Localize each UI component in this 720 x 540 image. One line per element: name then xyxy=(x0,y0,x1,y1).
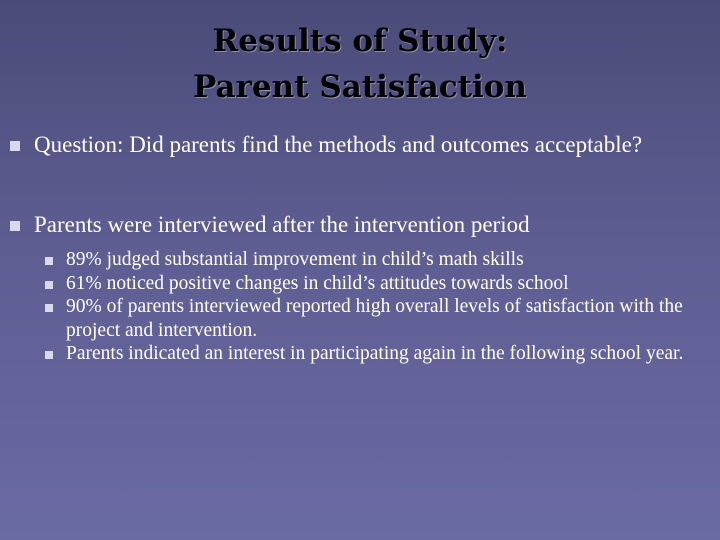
bullet-list xyxy=(0,130,720,366)
finding-text: Parents indicated an interest in participating again in the following school year. xyxy=(66,343,684,364)
interview-text: Parents were interviewed after the intervention period xyxy=(34,212,530,237)
bullet-item-interview xyxy=(0,210,720,240)
slide-title-line-1: Results of Study: xyxy=(212,23,508,59)
square-bullet-icon xyxy=(45,304,53,312)
square-bullet-icon xyxy=(45,281,53,289)
finding-text: 90% of parents interviewed reported high overall levels of satisfaction with the project and intervention. xyxy=(66,296,683,341)
square-bullet-icon xyxy=(45,351,53,359)
square-bullet-icon xyxy=(10,221,20,231)
findings-list xyxy=(0,248,720,366)
finding-item xyxy=(0,248,720,272)
bullet-item-question xyxy=(0,130,720,160)
finding-item xyxy=(0,342,720,366)
slide-title xyxy=(0,18,720,110)
finding-item xyxy=(0,272,720,296)
finding-text: 61% noticed positive changes in child’s attitudes towards school xyxy=(66,272,569,294)
finding-item xyxy=(0,295,720,342)
square-bullet-icon xyxy=(45,257,53,265)
slide-title-line-2: Parent Satisfaction xyxy=(193,69,527,105)
finding-text: 89% judged substantial improvement in child’s math skills xyxy=(66,249,524,270)
square-bullet-icon xyxy=(10,141,20,151)
question-text: Question: Did parents find the methods and outcomes acceptable? xyxy=(34,132,643,157)
